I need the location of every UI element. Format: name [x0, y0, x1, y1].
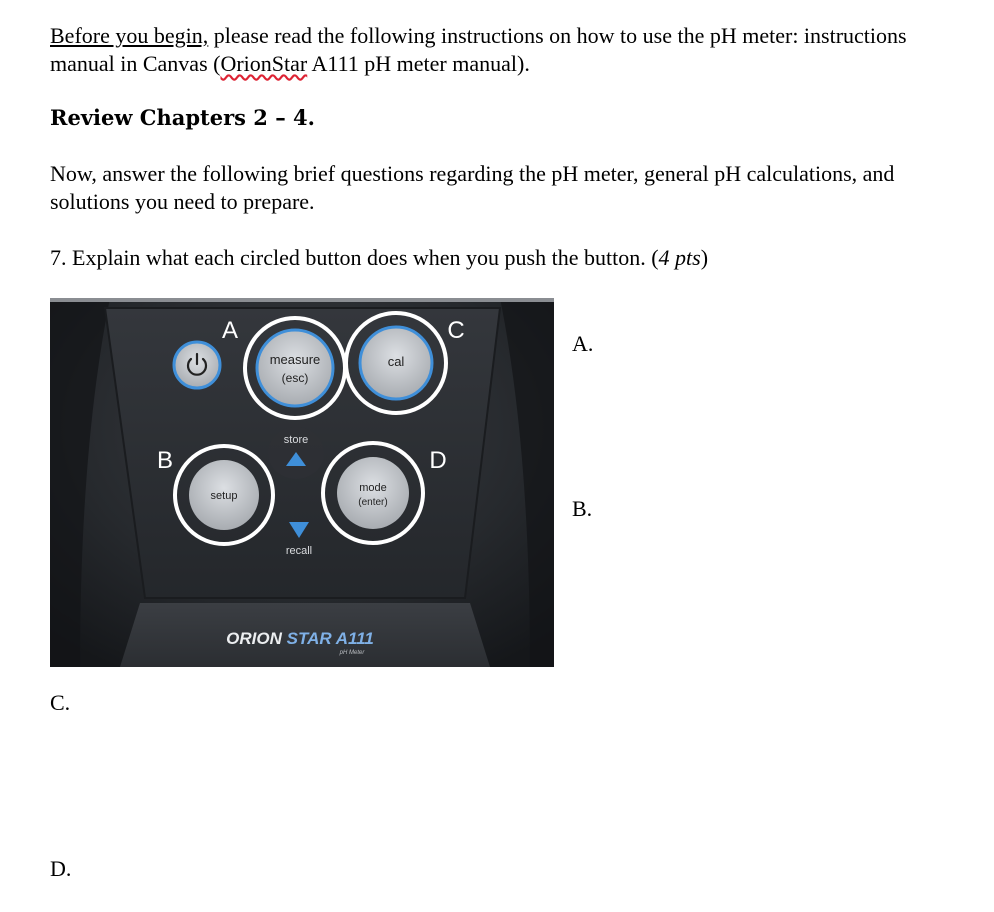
- answer-c-label: C.: [50, 690, 71, 715]
- ph-meter-photo: [50, 298, 554, 667]
- question-close: ): [700, 245, 709, 270]
- brand-logo: ORION STAR A111: [226, 629, 374, 648]
- circle-label-b: B: [156, 447, 174, 474]
- mode-label: mode: [359, 482, 387, 494]
- store-label: store: [283, 434, 309, 446]
- power-button: [174, 342, 220, 388]
- brand-subtitle: pH Meter: [339, 650, 365, 656]
- store-up-button: [268, 427, 324, 479]
- intro-line-1: [50, 22, 907, 50]
- answer-d-label: D.: [50, 856, 72, 881]
- esc-label: (esc): [281, 371, 309, 385]
- question-text: 7. Explain what each circled button does when you push the button. (: [50, 245, 659, 270]
- setup-label: setup: [210, 490, 238, 502]
- now-line-1: Now, answer the following brief questions regarding the pH meter, general pH calculations, and: [50, 161, 895, 186]
- mode-enter-button: [323, 443, 423, 543]
- answer-b-label: B.: [572, 496, 593, 521]
- misspelled-word: OrionStar: [220, 51, 308, 76]
- review-heading: Review Chapters 2 – 4.: [50, 105, 315, 130]
- circle-label-d: D: [429, 447, 447, 474]
- intro-text-2a: manual in Canvas (: [50, 51, 221, 76]
- measure-esc-button: [245, 318, 345, 418]
- circle-label-c: C: [447, 317, 465, 344]
- question-points: 4 pts: [658, 245, 701, 270]
- question-7: [50, 244, 708, 272]
- recall-label: recall: [285, 545, 313, 557]
- circle-label-a: A: [221, 317, 239, 344]
- measure-label: measure: [269, 352, 321, 367]
- answer-a-label: A.: [572, 331, 594, 356]
- intro-lead: Before you begin,: [50, 23, 209, 48]
- intro-text-2b: A111 pH meter manual).: [307, 51, 530, 76]
- cal-label: cal: [387, 354, 405, 369]
- cal-button: [346, 313, 446, 413]
- setup-button: [175, 446, 273, 544]
- enter-label: (enter): [358, 497, 388, 508]
- intro-line-2: [50, 50, 530, 78]
- intro-text: please read the following instructions on how to use the pH meter: instructions: [208, 23, 907, 48]
- now-line-2: solutions you need to prepare.: [50, 189, 315, 214]
